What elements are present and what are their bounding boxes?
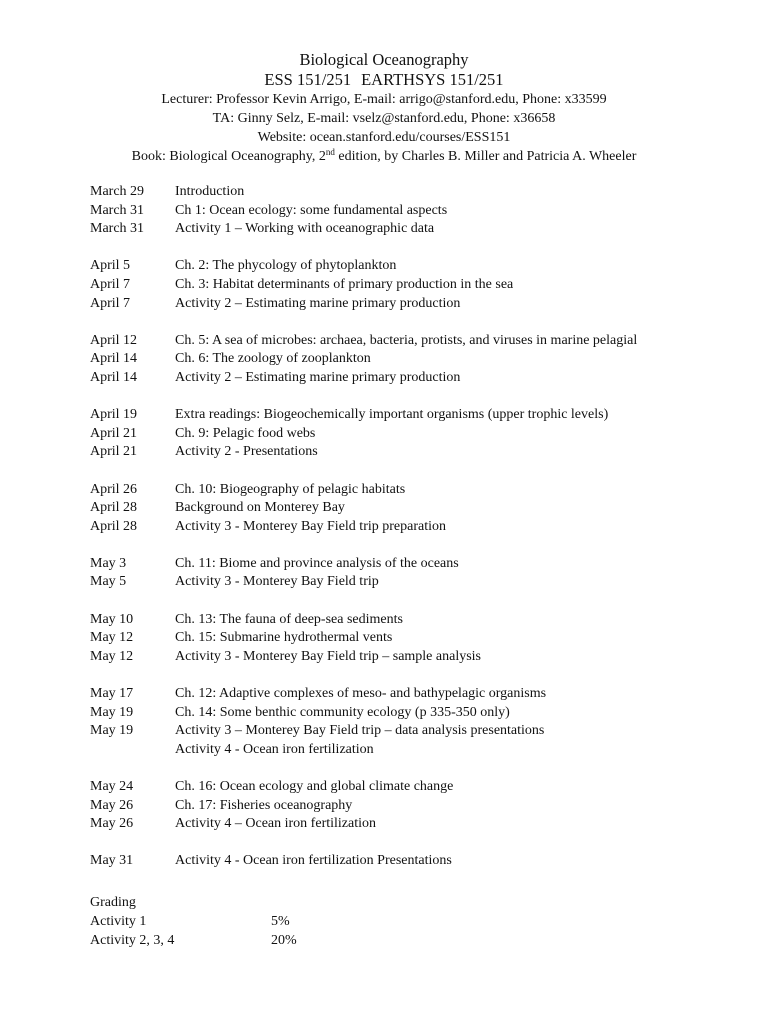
schedule-date: May 24	[90, 779, 134, 794]
schedule-topic: Activity 4 - Ocean iron fertilization	[175, 741, 374, 757]
schedule-topic: Ch. 10: Biogeography of pelagic habitats	[175, 481, 406, 497]
schedule-topic: Activity 1 – Working with oceanographic data	[175, 221, 435, 237]
schedule-topic: Activity 3 - Monterey Bay Field trip – sample analysis	[175, 648, 482, 664]
schedule-date: April 19	[90, 407, 138, 423]
schedule-topic: Activity 2 - Presentations	[175, 444, 318, 460]
schedule-topic: Activity 3 - Monterey Bay Field trip preparation	[175, 518, 446, 534]
course-number-ess: ESS 151/251	[264, 70, 352, 89]
schedule-date: April 14	[90, 351, 138, 367]
schedule-date: April 14	[90, 369, 138, 385]
grading-item: Activity 1	[90, 914, 147, 929]
schedule-date: May 31	[90, 853, 134, 869]
ta-line: TA: Ginny Selz, E-mail: vselz@stanford.edu, Phone: x36658	[212, 111, 556, 126]
schedule-date: May 17	[90, 686, 134, 702]
schedule-date: May 5	[90, 574, 127, 590]
grading-row	[90, 912, 290, 931]
grading-value: 20%	[271, 933, 297, 948]
schedule-topic: Activity 3 - Monterey Bay Field trip	[175, 574, 379, 590]
schedule-date: April 28	[90, 518, 138, 534]
course-number-earthsys: EARTHSYS 151/251	[361, 70, 504, 89]
grading-item: Activity 2, 3, 4	[90, 933, 175, 948]
schedule-date: April 28	[90, 500, 138, 516]
grading-section	[90, 893, 297, 950]
schedule-topic: Extra readings: Biogeochemically important organisms (upper trophic levels)	[175, 407, 609, 423]
schedule-topic: Ch. 16: Ocean ecology and global climate change	[175, 779, 454, 794]
schedule-date: May 12	[90, 648, 134, 664]
schedule-date: May 12	[90, 630, 134, 646]
schedule-topic: Ch. 14: Some benthic community ecology (p 335-350 only)	[175, 704, 510, 720]
course-numbers	[0, 70, 768, 90]
schedule-date: May 26	[90, 797, 134, 813]
schedule-topic: Activity 4 – Ocean iron fertilization	[175, 816, 376, 832]
schedule-date: March 31	[90, 221, 145, 237]
schedule-topic: Ch. 3: Habitat determinants of primary production in the sea	[175, 276, 514, 292]
schedule-topic: Ch. 11: Biome and province analysis of the oceans	[175, 555, 459, 571]
book-suffix: edition, by Charles B. Miller and Patricia A. Wheeler	[334, 149, 637, 164]
schedule-topic: Activity 3 – Monterey Bay Field trip – data analysis presentations	[175, 723, 545, 739]
schedule-topic: Ch. 6: The zoology of zooplankton	[175, 351, 371, 367]
schedule-date: May 10	[90, 611, 134, 627]
schedule-date: May 3	[90, 555, 127, 571]
book-prefix: Book: Biological Oceanography, 2	[131, 149, 326, 164]
book-edition-superscript: nd	[325, 147, 335, 157]
schedule-date: April 7	[90, 276, 131, 292]
lecturer-line: Lecturer: Professor Kevin Arrigo, E-mail: arrigo@stanford.edu, Phone: x33599	[161, 92, 607, 107]
grading-row	[90, 931, 297, 950]
schedule-topic: Ch. 9: Pelagic food webs	[175, 425, 316, 441]
schedule-topic: Ch. 5: A sea of microbes: archaea, bacteria, protists, and viruses in marine pelagial	[175, 332, 638, 348]
schedule-date: March 29	[90, 184, 145, 199]
website-line: Website: ocean.stanford.edu/courses/ESS151	[257, 130, 511, 145]
book-line	[0, 147, 768, 166]
schedule-date: May 26	[90, 816, 134, 832]
schedule-date: March 31	[90, 202, 145, 218]
schedule-topic: Ch. 12: Adaptive complexes of meso- and bathypelagic organisms	[175, 686, 547, 702]
schedule-date: May 19	[90, 723, 134, 739]
schedule-date: April 26	[90, 481, 138, 497]
schedule-topic: Ch. 13: The fauna of deep-sea sediments	[175, 611, 403, 627]
schedule-topic: Introduction	[175, 184, 245, 199]
schedule-date: April 5	[90, 258, 131, 274]
schedule-date: April 12	[90, 332, 138, 348]
course-title: Biological Oceanography	[299, 50, 469, 69]
schedule-topic: Background on Monterey Bay	[175, 500, 345, 516]
grading-heading: Grading	[90, 895, 136, 910]
schedule-date: April 21	[90, 444, 138, 460]
schedule-topic: Ch. 2: The phycology of phytoplankton	[175, 258, 397, 274]
schedule-topic: Activity 2 – Estimating marine primary production	[175, 369, 461, 385]
schedule-date: May 19	[90, 704, 134, 720]
schedule-topic: Activity 2 – Estimating marine primary production	[175, 295, 461, 311]
schedule-topic: Ch 1: Ocean ecology: some fundamental aspects	[175, 202, 448, 218]
schedule-topic: Activity 4 - Ocean iron fertilization Presentations	[175, 853, 452, 869]
schedule-date: April 21	[90, 425, 138, 441]
schedule-topic: Ch. 17: Fisheries oceanography	[175, 797, 353, 813]
schedule-date: April 7	[90, 295, 131, 311]
grading-value: 5%	[271, 914, 290, 929]
schedule-topic: Ch. 15: Submarine hydrothermal vents	[175, 630, 393, 646]
syllabus-header	[0, 49, 768, 166]
